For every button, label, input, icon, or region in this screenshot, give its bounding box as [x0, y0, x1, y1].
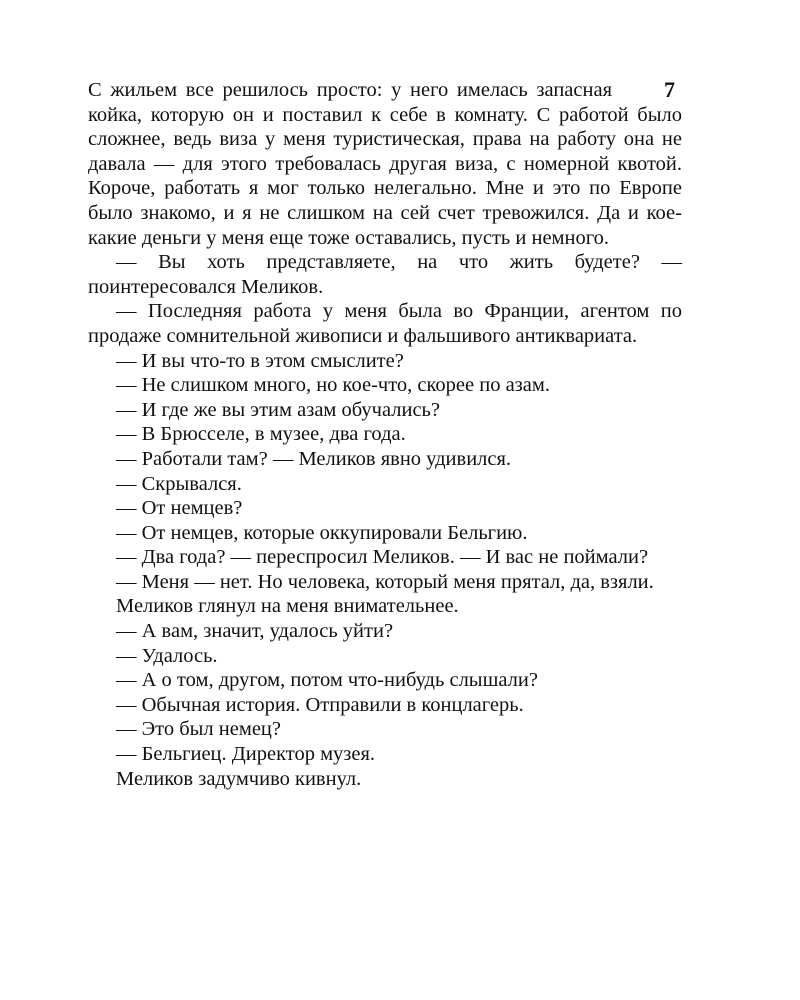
paragraph: — Последняя работа у меня была во Франции, агентом по продаже сомнительной живописи и фальшивого антиквариата. [88, 300, 682, 347]
paragraph: — И вы что-то в этом смыслите? [116, 349, 404, 372]
page-number: 7 [664, 77, 675, 102]
paragraph: Меликов задумчиво кивнул. [116, 767, 362, 790]
paragraph: — Обычная история. Отправили в концлагерь. [116, 693, 524, 716]
paragraph: Меликов глянул на меня внимательнее. [116, 595, 459, 618]
paragraph: — Это был немец? [116, 718, 281, 741]
paragraph: — Удалось. [116, 644, 218, 667]
paragraph: — А о том, другом, потом что-нибудь слышали? [116, 669, 538, 692]
paragraph: — Вы хоть представляете, на что жить будете? — поинтересовался Меликов. [88, 251, 682, 298]
paragraph: — Работали там? — Меликов явно удивился. [116, 447, 512, 470]
paragraph: — Не слишком много, но кое-что, скорее по азам. [116, 374, 550, 397]
paragraph: — А вам, значит, удалось уйти? [116, 620, 394, 643]
paragraph: — Два года? — переспросил Меликов. — И вас не поймали? [116, 546, 649, 569]
paragraph: — Бельгиец. Директор музея. [116, 743, 376, 766]
paragraph: — От немцев, которые оккупировали Бельгию. [116, 521, 528, 544]
paragraph: — Скрывался. [116, 472, 242, 495]
paragraph: — От немцев? [116, 497, 243, 520]
page-body [88, 78, 682, 791]
paragraph: С жильем все решилось просто: у него имелась запасная койка, которую он и поставил к себе в комнату. С работой было сложнее, ведь виза у меня туристическая, права на работу она не давала — для этого требовалась другая виза, с номерной квотой. Короче, работать я мог только нелегально. Мне и это по Европе было знакомо, и я не слишком на сей счет тревожился. Да и кое-какие деньги у меня еще тоже оставались, пусть и немного. [88, 79, 682, 249]
paragraph: — И где же вы этим азам обучались? [116, 398, 440, 421]
paragraph: — Меня — нет. Но человека, который меня прятал, да, взяли. [116, 570, 654, 593]
paragraph: — В Брюсселе, в музее, два года. [116, 423, 406, 446]
